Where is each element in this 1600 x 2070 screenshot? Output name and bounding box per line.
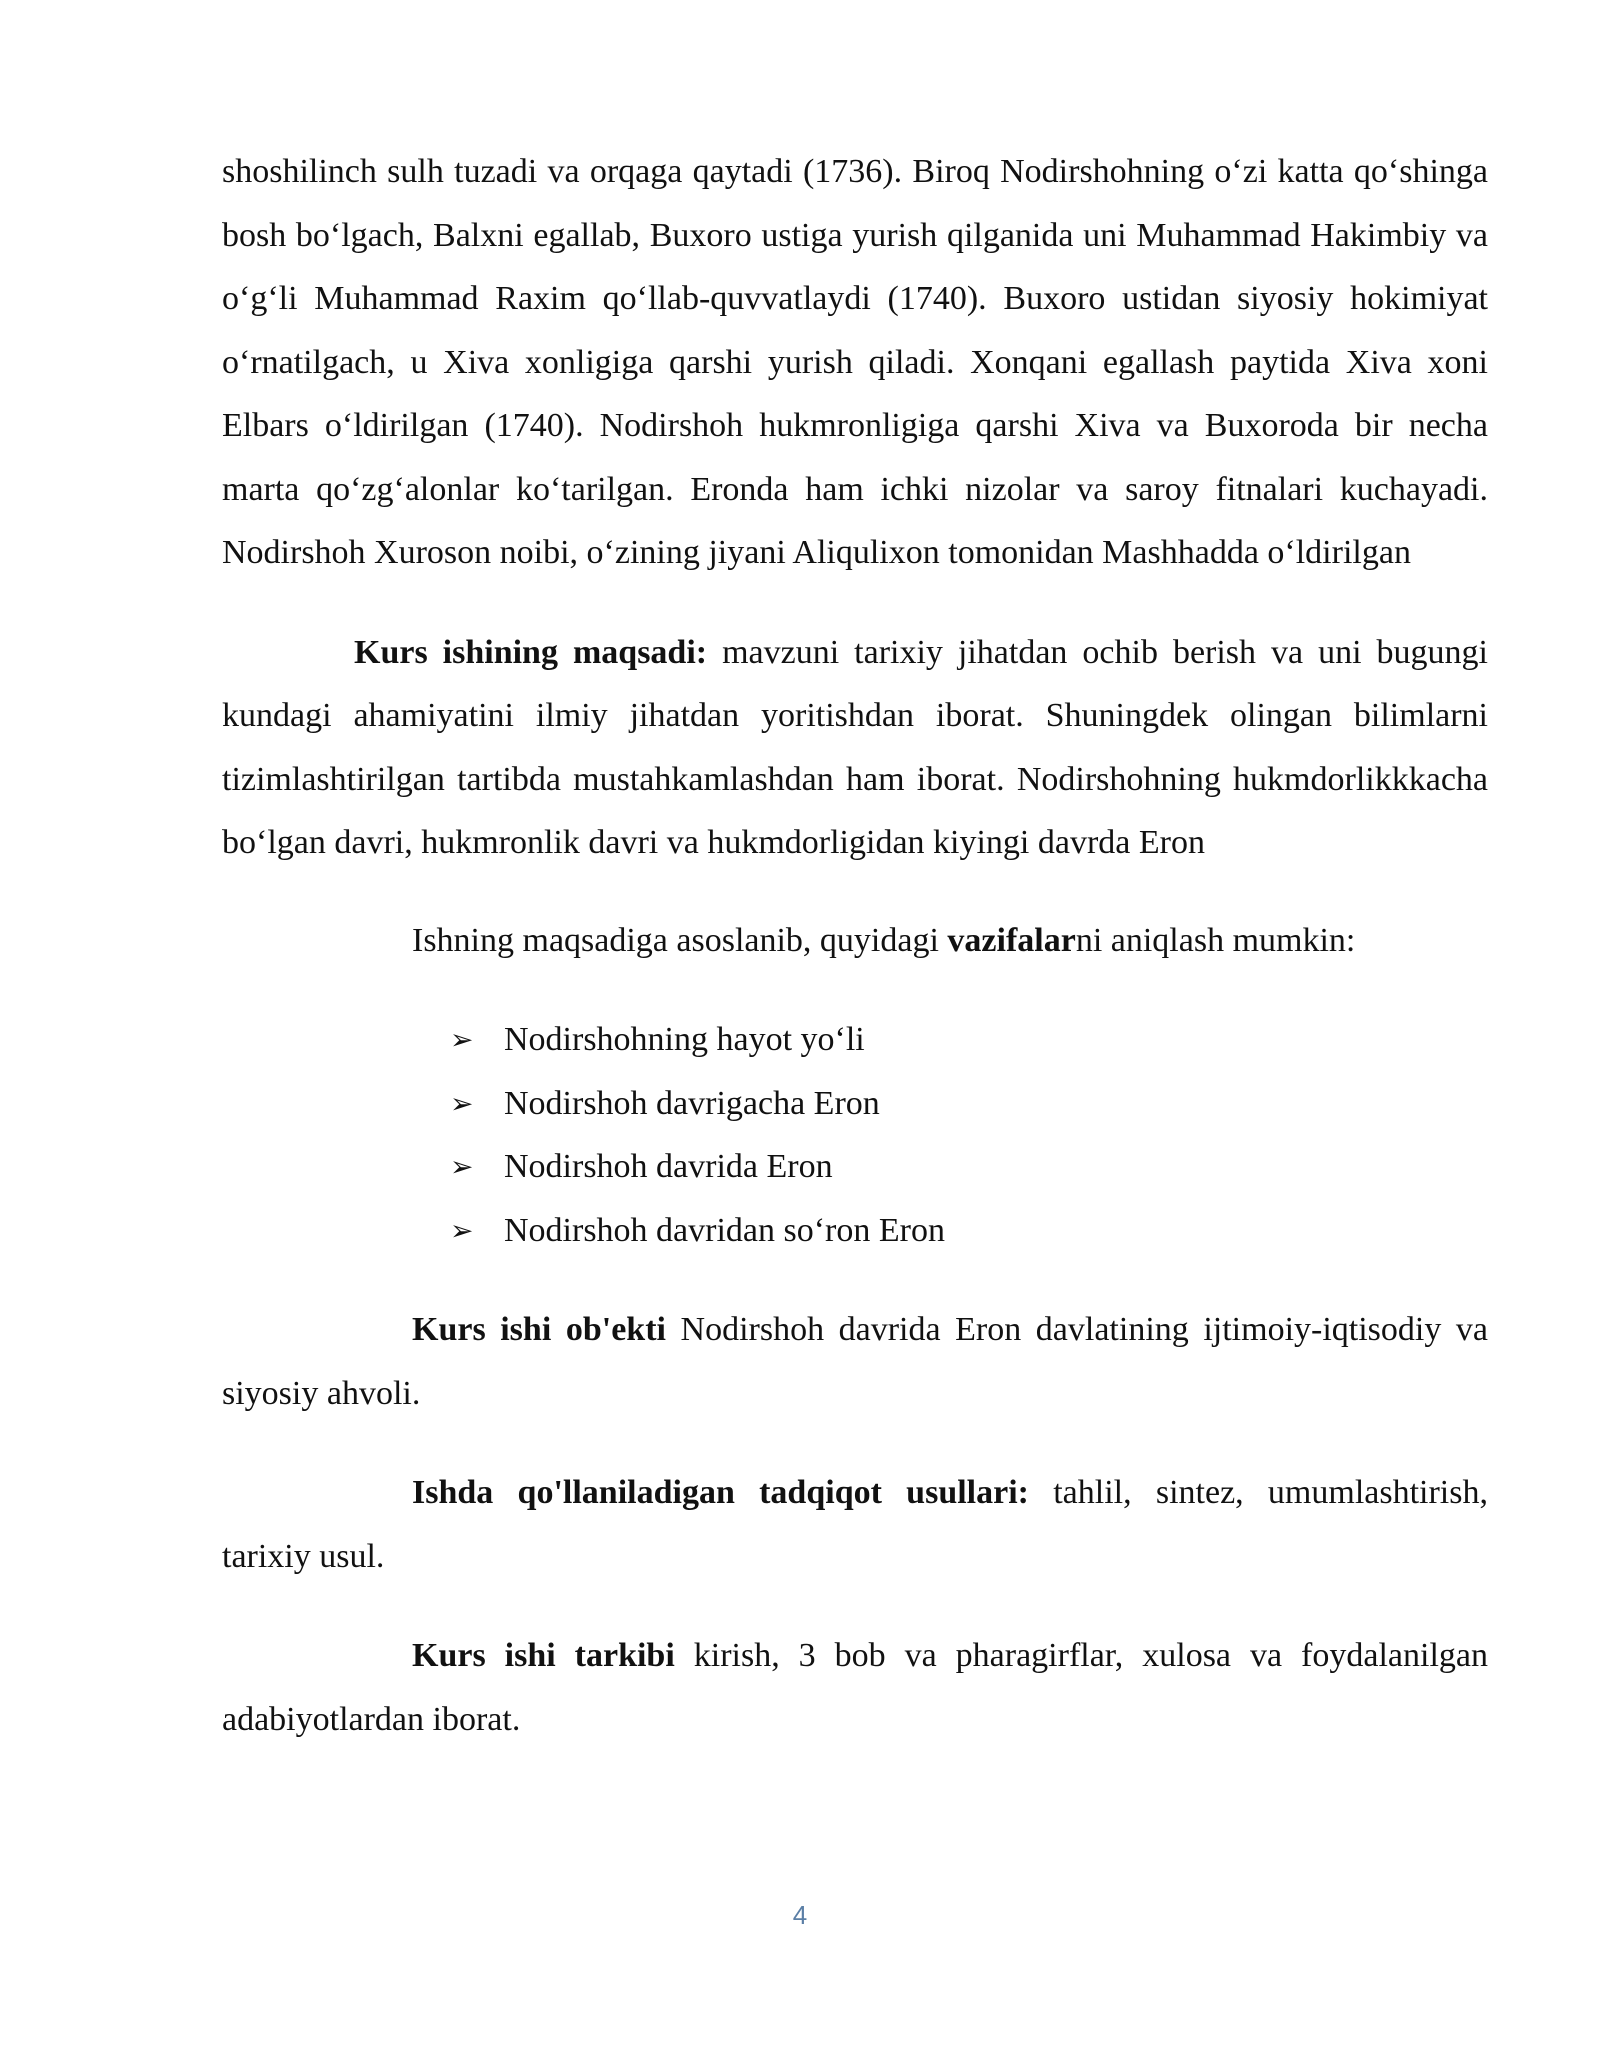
document-page	[222, 140, 1488, 1751]
goal-text: mavzuni tarixiy jihatdan ochib berish va uni bugungi kundagi ahamiyatini ilmiy jihatdan yoritishdan iborat. Shuningdek olingan bilimlarni tizimlashtirilgan tartibda mustahkamlashdan ham iborat. Nodirshohning hukmdorlikkkacha bo‘lgan davri, hukmronlik davri va hukmdorligidan kiyingi davrda Eron	[222, 633, 1488, 861]
list-item-text: Nodirshohning hayot yo‘li	[504, 1021, 865, 1058]
structure-text: kirish, 3 bob va pharagirflar, xulosa va foydalanilgan adabiyotlardan iborat.	[222, 1637, 1488, 1738]
arrow-bullet-icon: ➢	[450, 1150, 474, 1183]
methods-text: tahlil, sintez, umumlashtirish, tarixiy usul.	[222, 1474, 1488, 1575]
object-label: Kurs ishi ob'ekti	[412, 1311, 666, 1348]
arrow-bullet-icon: ➢	[450, 1213, 474, 1247]
paragraph-history: shoshilinch sulh tuzadi va orqaga qaytadi (1736). Biroq Nodirshohning o‘zi katta qo‘shinga bosh bo‘lgach, Balxni egallab, Buxoro ustiga yurish qilganida uni Muhammad Hakimbiy va o‘g‘li Muhammad Raxim qo‘llab-quvvatlaydi (1740). Buxoro ustidan siyosiy hokimiyat o‘rnatilgach, u Xiva xonligiga qarshi yurish qiladi. Xonqani egallash paytida Xiva xoni Elbars o‘ldirilgan (1740). Nodirshoh hukmronligiga qarshi Xiva va Buxoroda bir necha marta qo‘zg‘alonlar ko‘tarilgan. Eronda ham ichki nizolar va saroy fitnalari kuchayadi. Nodirshoh Xuroson noibi, o‘zining jiyani Aliqulixon tomonidan Mashhadda o‘ldirilgan	[222, 153, 1488, 571]
paragraph-goal	[222, 621, 1488, 875]
list-item-text: Nodirshoh davrigacha Eron	[504, 1084, 880, 1122]
paragraph-tasks-intro	[222, 909, 1488, 973]
page-number: 4	[792, 1900, 808, 1930]
list-item-text: Nodirshoh davrida Eron	[504, 1148, 833, 1185]
structure-label: Kurs ishi tarkibi	[412, 1637, 675, 1674]
object-text: Nodirshoh davrida Eron davlatining ijtimoiy-iqtisodiy va siyosiy ahvoli.	[222, 1311, 1489, 1412]
list-item	[222, 1072, 1488, 1136]
methods-label: Ishda qo'llaniladigan tadqiqot usullari:	[412, 1474, 1029, 1511]
paragraph-object	[222, 1298, 1488, 1425]
list-item-text: Nodirshoh davridan so‘ron Eron	[504, 1211, 945, 1249]
paragraph-structure	[222, 1624, 1488, 1751]
arrow-bullet-icon: ➢	[450, 1086, 474, 1120]
tasks-intro-before: Ishning maqsadiga asoslanib, quyidagi	[412, 921, 948, 959]
list-item	[222, 1008, 1488, 1072]
tasks-intro-bold: vazifalar	[947, 921, 1076, 959]
list-item	[222, 1135, 1488, 1199]
tasks-list	[222, 1008, 1488, 1262]
paragraph-methods	[222, 1461, 1488, 1588]
goal-label: Kurs ishining maqsadi:	[354, 633, 708, 671]
list-item	[222, 1199, 1488, 1263]
arrow-bullet-icon: ➢	[450, 1023, 474, 1056]
tasks-intro-after: ni aniqlash mumkin:	[1075, 921, 1356, 959]
